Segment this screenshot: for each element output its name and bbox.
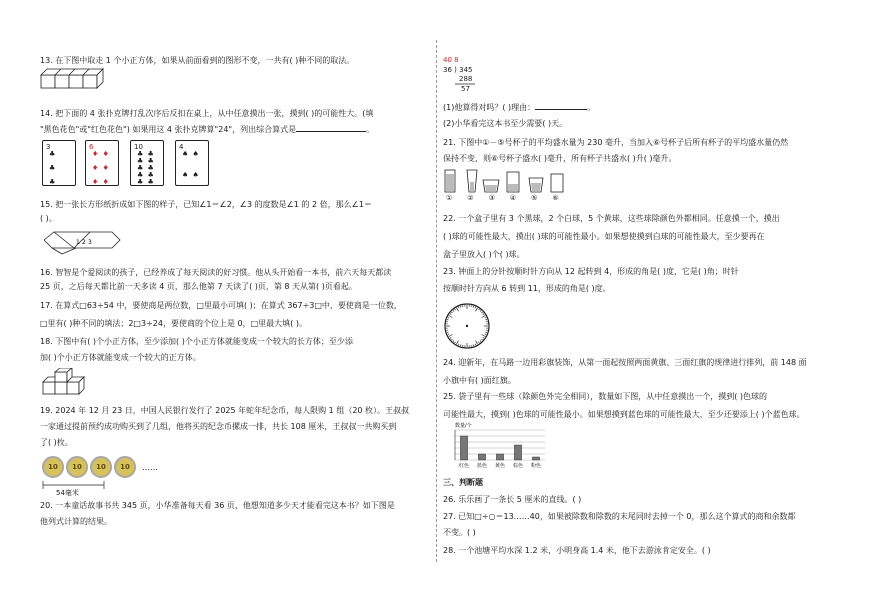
q18-line2: 加( )个小正方体就能变成一个较大的正方体。 [40, 353, 201, 362]
card-2 [85, 140, 119, 186]
chart-x-label: 蓝色 [476, 463, 488, 469]
section-3-title: 三、判断题 [443, 478, 483, 487]
svg-text:3: 3 [88, 239, 92, 246]
svg-text:1: 1 [76, 239, 80, 246]
q15-end: ( )。 [40, 214, 57, 223]
chart-ylabel: 数量/个 [455, 423, 472, 429]
svg-text:2: 2 [82, 239, 86, 246]
q20-sub2: (2)小华看完这本书至少需要( )天。 [443, 119, 568, 128]
chart-bar [532, 457, 539, 460]
q23-line1: 23. 钟面上的分针按顺时针方向从 12 起转到 4，形成的角是( )度，它是( )角；时针 [443, 267, 739, 276]
chart-bar [460, 436, 467, 460]
ball-count-bar-chart [443, 420, 553, 470]
q28-text: 28. 一个池塘平均水深 1.2 米，小明身高 1.4 米，他下去游泳肯定安全。( ) [443, 546, 711, 555]
q15-text: 15. 把一张长方形纸折成如下图的样子，已知∠1＝∠2，∠3 的度数是∠1 的 2 倍，那么∠1＝ [40, 200, 372, 209]
coin-icon: 10 [42, 456, 64, 478]
q22-line2: ( )球的可能性最大，摸出( )球的可能性最小。如果想使摸到白球的可能性最大，至少要再在 [443, 232, 765, 241]
q21-line1: 21. 下图中①－⑤号杯子的平均盛水量为 230 毫升，当加入⑥号杯子后所有杯子的平均盛水量仍然 [443, 138, 789, 147]
q14-line1: 14. 把下面的 4 张扑克牌打乱次序后反扣在桌上，从中任意摸出一张，摸到( )的可能性大。(填 [40, 109, 374, 118]
q26-text: 26. 乐乐画了一条长 5 厘米的直线。( ) [443, 495, 582, 504]
q22-line3: 盒子里放入( )个( )球。 [443, 250, 525, 259]
chart-x-label: 红色 [458, 463, 470, 469]
coin-length-label: 54毫米 [56, 489, 79, 497]
q27-line2: 不变。( ) [443, 528, 476, 537]
q24-line1: 24. 迎新年，在马路一边用彩旗装饰，从第一面起按照两面黄旗、三面红旗的规律进行排列，前 148 面 [443, 358, 807, 367]
card-2-rank: 6 [89, 143, 94, 151]
q16-line2: 25 页，之后每天都比前一天多读 4 页，那么他第 7 天读了( )页，第 8 天从第( )页看起。 [40, 282, 357, 291]
q19-line3: 了( )枚。 [40, 438, 73, 447]
chart-bar [478, 454, 485, 460]
coin-icon: 10 [90, 456, 112, 478]
chart-x-label: 粉色 [530, 463, 542, 469]
q13-text: 13. 在下图中取走 1 个小正方体，如果从前面看到的图形不变，一共有( )种不同的取法。 [40, 56, 355, 65]
card-3 [130, 140, 164, 186]
coin-ellipsis: …… [142, 463, 158, 472]
q15-folded-paper-figure [42, 226, 122, 256]
q19-line1: 19. 2024 年 12 月 23 日，中国人民银行发行了 2025 年蛇年纪念币，每人限购 1 组（20 枚）。王叔叔 [40, 406, 410, 415]
q14-line2: "黑色花色"或"红色花色") 如果用这 4 张扑克牌算"24"，列出综合算式是 。 [40, 122, 374, 135]
club-icon: ♣ ♣ ♣ [49, 150, 57, 186]
card-3-rank: 10 [134, 143, 143, 151]
division-quotient: 40 8 [443, 56, 459, 64]
cup-labels: ①②③④⑤⑥ [446, 194, 574, 202]
card-4-rank: 4 [179, 143, 184, 151]
q25-line2: 可能性最大，摸到( )色球的可能性最小。如果想摸到蓝色球的可能性最大，至少还要添上( )个蓝色球。 [443, 410, 805, 419]
card-1 [42, 140, 76, 186]
clock-face-figure [443, 302, 491, 350]
division-expression: 36 ) 345 [443, 66, 473, 74]
column-divider [436, 40, 437, 562]
q20-sub1: (1)他算得对吗？( )理由： 。 [443, 100, 595, 113]
division-subtract: 288 [459, 75, 473, 83]
q18-line1: 18. 下图中有( )个小正方体，至少添加( )个小正方体就能变成一个较大的长方体；至少添 [40, 337, 353, 346]
card-4 [175, 140, 209, 186]
q17-line2: □里有( )种不同的填法；2□3÷24，要使商的个位上是 0，□里最大填( )。 [40, 319, 307, 328]
club-icon: ♣ ♣ ♣ ♣ ♣ ♣ ♣ ♣ ♣ ♣ [137, 150, 155, 186]
card-1-rank: 3 [46, 143, 51, 151]
q21-line2: 保持不变，则⑥号杯子盛水( )毫升，所有杯子共盛水( )升( )毫升。 [443, 154, 677, 163]
chart-x-label: 棕色 [512, 463, 524, 469]
q18-cubes-figure [42, 368, 94, 398]
q13-cubes-figure [40, 68, 110, 90]
q16-line1: 16. 智智是个爱阅读的孩子，已经养成了每天阅读的好习惯。他从头开始看一本书，前六天每天都读 [40, 268, 392, 277]
q17-line1: 17. 在算式□63÷54 中，要使商是两位数，□里最小可填( )；在算式 367÷3□中，要使商是一位数， [40, 301, 402, 310]
chart-x-label: 黄色 [494, 463, 506, 469]
chart-bar [496, 454, 503, 460]
q20-line2: 他列式计算的结果。 [40, 517, 112, 526]
q23-line2: 按顺时针方向从 6 转到 11，形成的角是( )度。 [443, 284, 611, 293]
q19-line2: 一家通过提前预约成功购买到了几组，他将买的纪念币摞成一排，共长 108 厘米，王叔叔一共购买到 [40, 422, 397, 431]
division-remainder: 57 [461, 85, 470, 93]
q27-line1: 27. 已知□÷○＝13……40，如果被除数和除数的末尾同时去掉一个 0，那么这个算式的商和余数都 [443, 512, 796, 521]
q20-line1: 20. 一本童话故事书共 345 页，小华准备每天看 36 页，他想知道多少天才能看完这本书？如下图是 [40, 501, 395, 510]
q24-line2: 小旗中有( )面红旗。 [443, 376, 516, 385]
q22-line1: 22. 一个盒子里有 3 个黑球，2 个白球，5 个黄球，这些球除颜色外都相同。任意摸一个，摸出 [443, 214, 780, 223]
coin-icon: 10 [114, 456, 136, 478]
diamond-icon: ♦ ♦ ♦ ♦ ♦ ♦ [92, 150, 110, 186]
coin-icon: 10 [66, 456, 88, 478]
chart-bar [514, 445, 521, 460]
spade-icon: ♠ ♠ ♠ ♠ [182, 150, 200, 179]
q25-line1: 25. 袋子里有一些球（除颜色外完全相同），数量如下图，从中任意摸出一个，摸到( )色球的 [443, 392, 768, 401]
